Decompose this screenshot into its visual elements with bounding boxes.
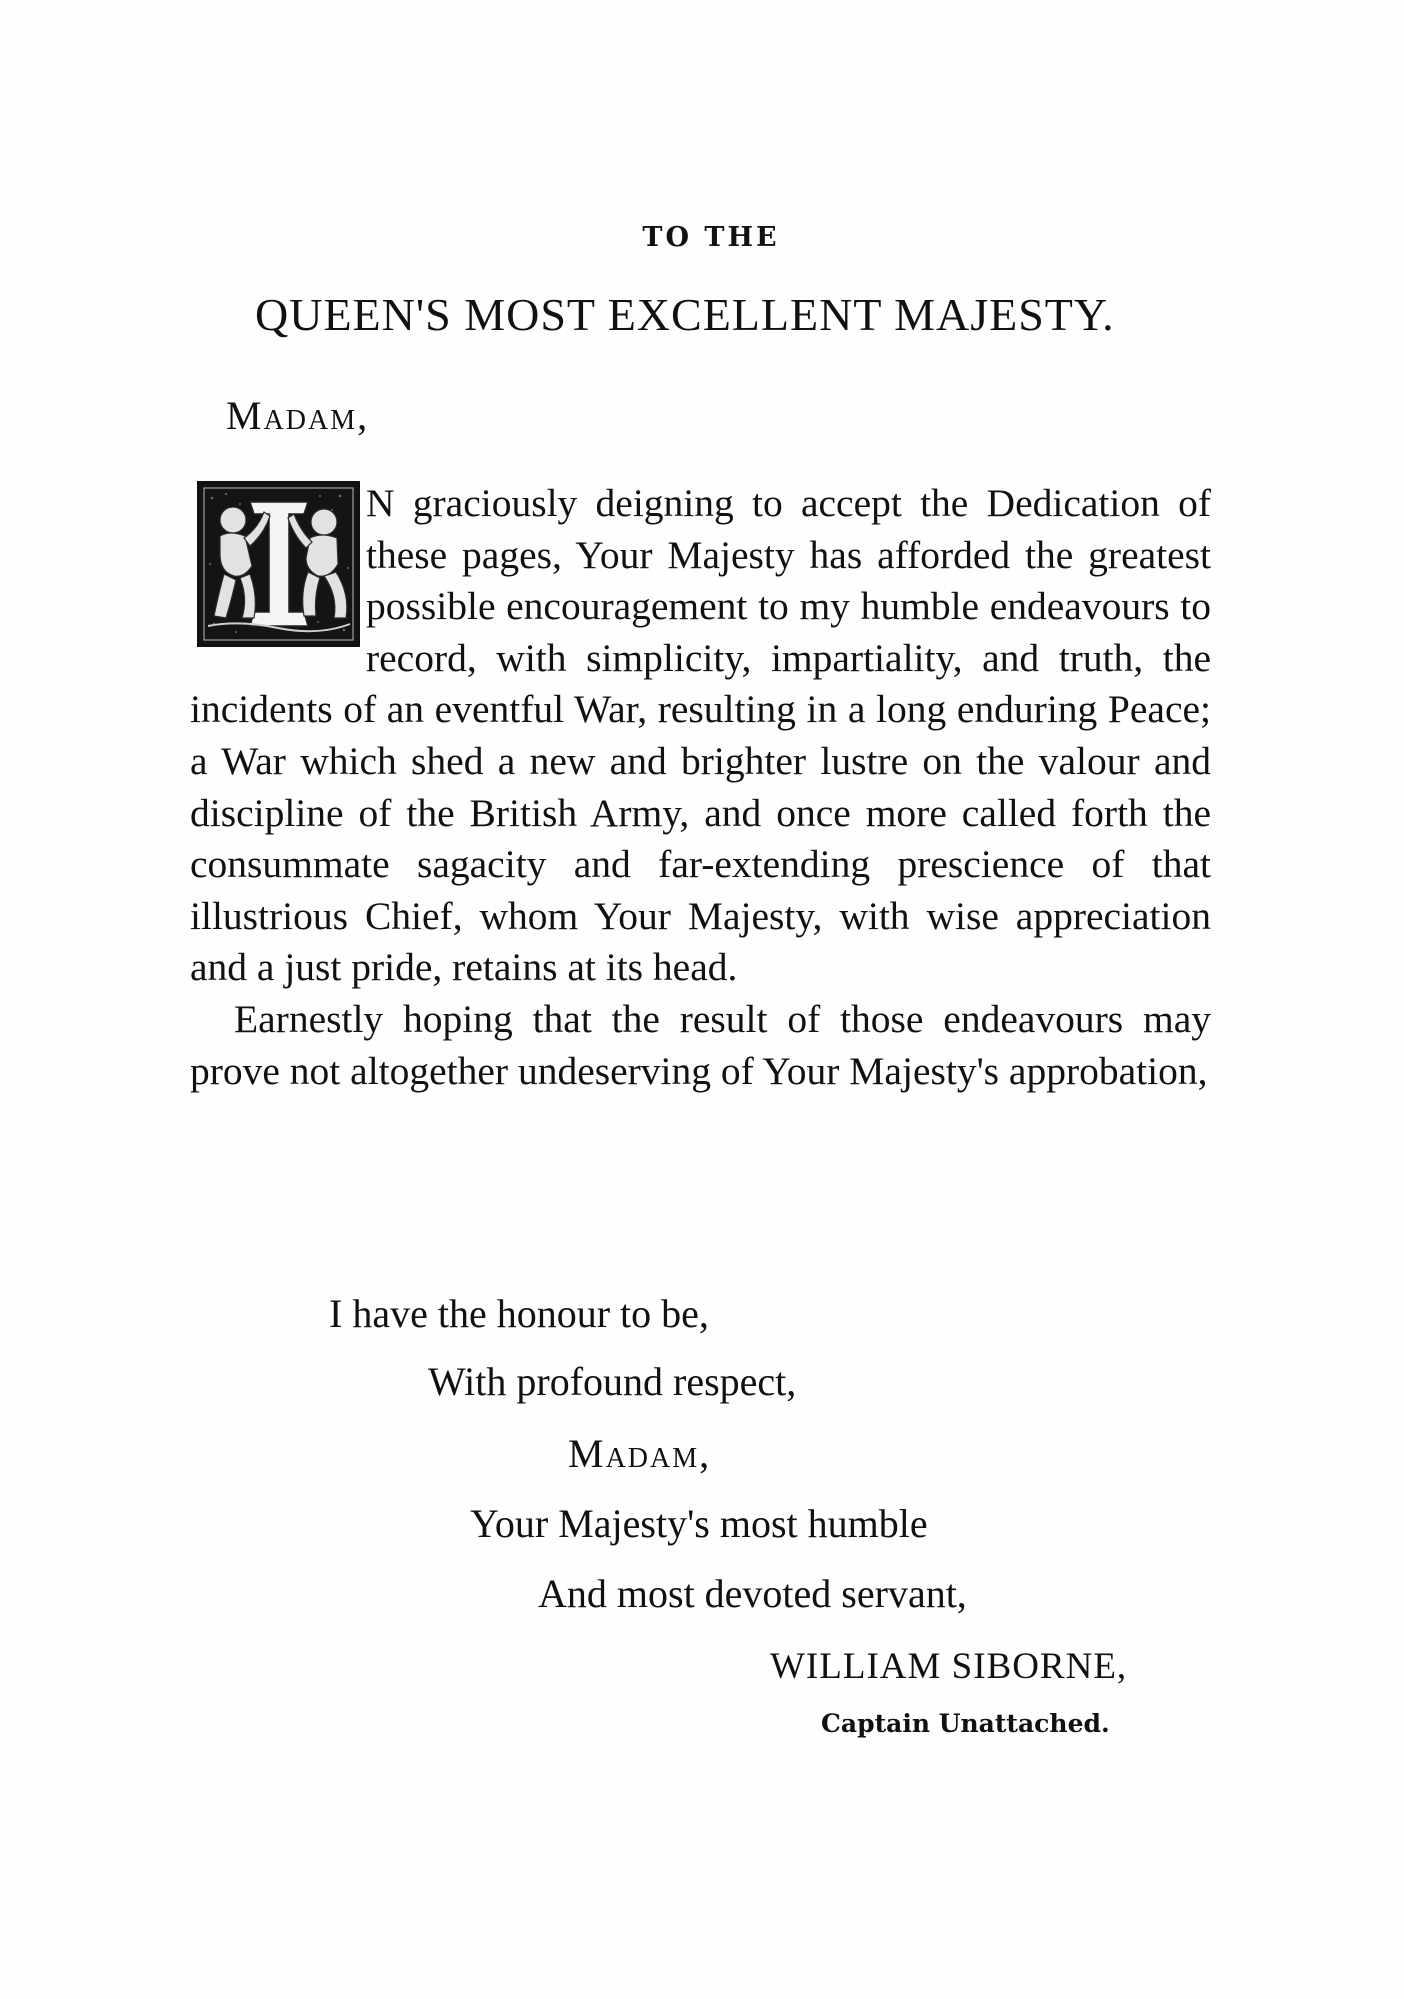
closing-line-respect: With profound respect, <box>428 1359 797 1404</box>
closing-line-madam: Madam, <box>568 1431 712 1476</box>
signature-rank: Captain Unattached. <box>821 1709 1110 1738</box>
body-paragraph-1 <box>190 478 1211 994</box>
salutation: Madam, <box>226 393 370 438</box>
initial-spacer <box>190 478 366 684</box>
dedication-title: QUEEN'S MOST EXCELLENT MAJESTY. <box>255 289 1115 340</box>
dedication-body <box>190 478 1211 1097</box>
body-paragraph-2: Earnestly hoping that the result of those endeavours may prove not altogether undeserving of Your Majesty's approbation, <box>190 996 1211 1093</box>
closing-line-humble: Your Majesty's most humble <box>470 1501 928 1546</box>
signature-name: WILLIAM SIBORNE, <box>770 1646 1128 1687</box>
dedication-to-the: TO THE <box>642 222 780 253</box>
closing-line-honour: I have the honour to be, <box>329 1291 709 1336</box>
paragraph-1-text: N graciously deigning to accept the Dedication of these pages, Your Majesty has afforded the greatest possible encouragement to my humble endeavours to record, with simplicity, impartiality, and truth, the incidents of an eventful War, resulting in a long enduring Peace; a War which shed a new and brighter lustre on the valour and discipline of the British Army, and once more called forth the consummate sagacity and far-extending prescience of that illustrious Chief, whom Your Majesty, with wise appreciation and a just pride, retains at its head. <box>190 481 1211 990</box>
closing-line-servant: And most devoted servant, <box>538 1571 967 1616</box>
